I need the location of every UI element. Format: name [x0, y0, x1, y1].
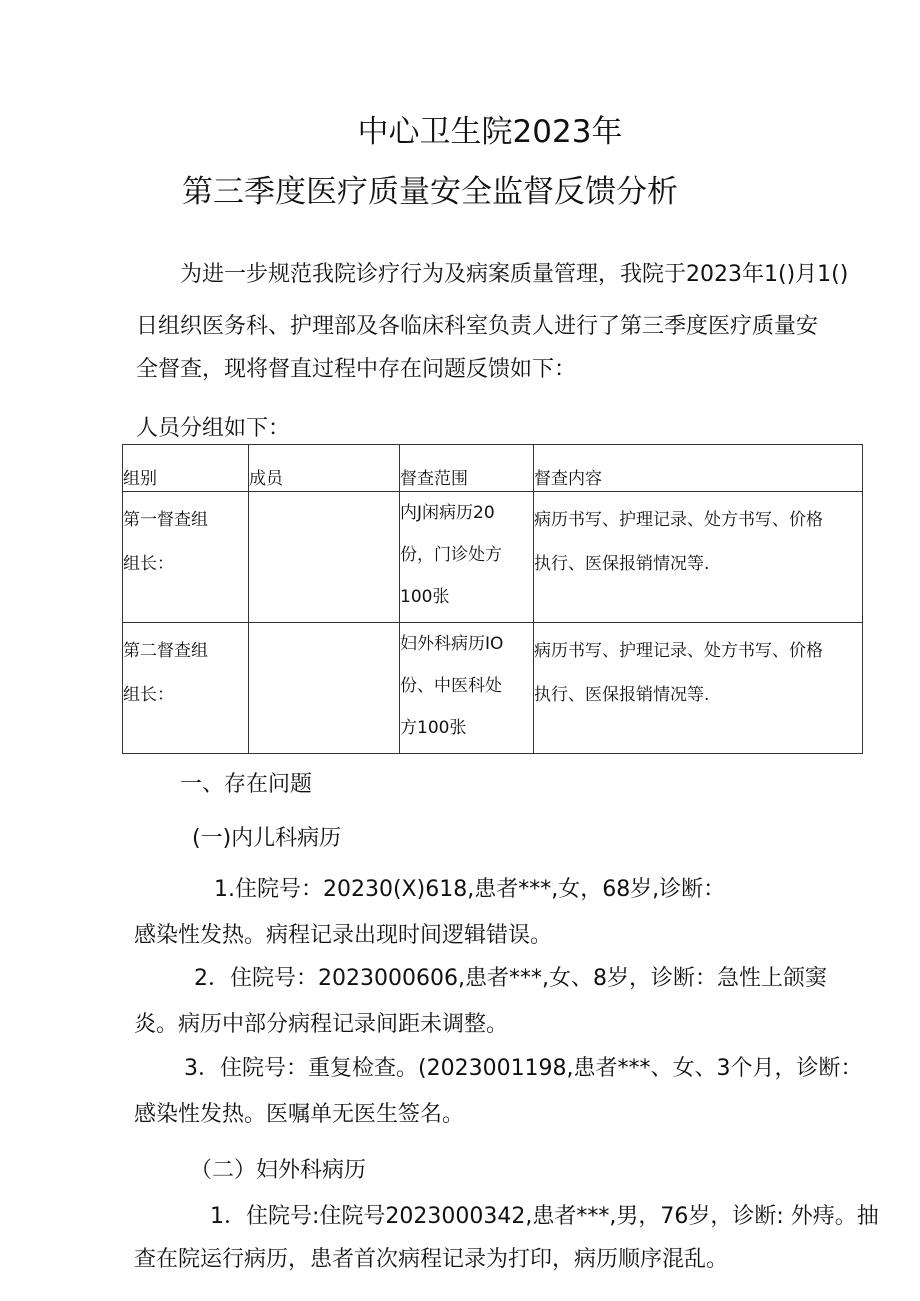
issue-line: 2．住院号：2023000606,患者***,女、8岁，诊断：急性上颌窦 — [194, 966, 827, 991]
header-member: 成员 — [249, 445, 400, 492]
issue-line: 感染性发热。医嘱单无医生签名。 — [134, 1102, 465, 1127]
content-line: 执行、医保报销情况等. — [534, 685, 710, 705]
scope-cell — [400, 492, 534, 623]
group-name: 第二督查组 — [123, 641, 208, 661]
group-table — [122, 444, 863, 754]
title-line-1: 中心卫生院2023年 — [357, 114, 623, 150]
content-line: 执行、医保报销情况等. — [534, 554, 710, 574]
scope-line: 内J闲病历20 — [400, 503, 495, 523]
issue-line: 1．住院号:住院号2023000342,患者***,男，76岁，诊断: 外痔。抽 — [210, 1204, 879, 1229]
content-line: 病历书写、护理记录、处方书写、价格 — [534, 510, 823, 530]
table-row — [123, 492, 863, 623]
intro-line-2: 日组织医务科、护理部及各临床科室负责人进行了第三季度医疗质量安 — [136, 314, 819, 339]
header-scope: 督查范围 — [400, 445, 534, 492]
group-leader-label: 组长： — [123, 554, 174, 574]
issue-line: 炎。病历中部分病程记录间距未调整。 — [134, 1012, 509, 1037]
member-cell — [249, 492, 400, 623]
scope-cell — [400, 623, 534, 754]
subsection-heading: （二）妇外科病历 — [190, 1158, 367, 1183]
group-leader-label: 组长： — [123, 685, 174, 705]
section-heading: 一、存在问题 — [180, 772, 313, 797]
content-line: 病历书写、护理记录、处方书写、价格 — [534, 641, 823, 661]
group-cell — [123, 492, 249, 623]
scope-line: 份，门诊处方 — [400, 545, 502, 565]
issue-line: 1.住院号：20230(X)618,患者***,女，68岁,诊断： — [214, 877, 726, 902]
scope-line: 方100张 — [400, 718, 467, 738]
issue-line: 感染性发热。病程记录出现时间逻辑错误。 — [134, 923, 553, 948]
group-name: 第一督查组 — [123, 510, 208, 530]
scope-line: 妇外科病历IO — [400, 634, 504, 654]
issue-line: 3．住院号：重复检查。(2023001198,患者***、女、3个月，诊断： — [184, 1056, 863, 1081]
intro-line-1: 为进一步规范我院诊疗行为及病案质量管理，我院于2023年1()月1() — [180, 262, 849, 287]
content-cell — [534, 492, 863, 623]
content-cell — [534, 623, 863, 754]
title-line-2: 第三季度医疗质量安全监督反馈分析 — [182, 174, 678, 210]
intro-line-3: 全督查，现将督直过程中存在问题反馈如下： — [136, 357, 577, 382]
header-content: 督查内容 — [534, 445, 863, 492]
table-row — [123, 623, 863, 754]
subsection-heading: (一)内儿科病历 — [192, 826, 342, 851]
scope-line: 100张 — [400, 587, 450, 607]
group-cell — [123, 623, 249, 754]
header-group: 组别 — [123, 445, 249, 492]
group-heading: 人员分组如下： — [136, 416, 291, 441]
member-cell — [249, 623, 400, 754]
table-header-row — [123, 445, 863, 492]
issue-line: 查在院运行病历，患者首次病程记录为打印，病历顺序混乱。 — [134, 1247, 729, 1272]
scope-line: 份、中医科处 — [400, 676, 502, 696]
